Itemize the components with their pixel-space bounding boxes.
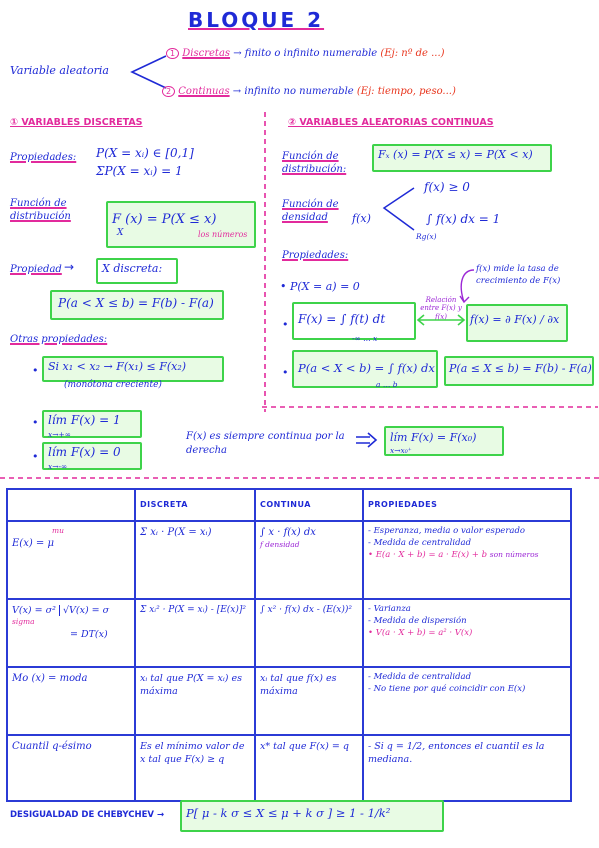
table-cell: Mo (x) = moda xyxy=(7,667,135,735)
interval-formula: P(a < X ≤ b) = F(b) - F(a) xyxy=(58,296,214,310)
table-cell xyxy=(363,521,571,599)
continuas-label: Continuas xyxy=(178,86,230,97)
vertical-divider xyxy=(262,112,268,412)
table-row xyxy=(7,521,571,599)
table-cell xyxy=(363,667,571,735)
prop-line: - Medida de centralidad xyxy=(368,672,472,682)
otras-propiedades-label: Otras propiedades: xyxy=(10,334,108,345)
relation-label: Relación entre F(x) y f(x) xyxy=(420,296,462,321)
chebyshev-formula: P[ μ - k σ ≤ X ≤ μ + k σ ] ≥ 1 - 1/k² xyxy=(186,806,391,820)
densidad-label: Función de densidad xyxy=(282,199,339,223)
item-number: 2 xyxy=(162,86,175,97)
continuas-desc: → infinito no numerable xyxy=(232,86,354,97)
bullet: • xyxy=(282,318,289,331)
prop-probability-range: P(X = xᵢ) ∈ [0,1] xyxy=(96,146,194,160)
horizontal-divider-upper xyxy=(262,404,598,410)
row-name: V(x) = σ² xyxy=(12,605,56,616)
prop-line: - No tiene por qué coincidir con E(x) xyxy=(368,683,526,694)
prop-line: • V(a · X + b) = a² · V(x) xyxy=(368,627,473,638)
table-header: CONTINUA xyxy=(255,489,363,521)
limit-plus-formula: lím F(x) = 1 xyxy=(48,413,121,427)
page-title: BLOQUE 2 xyxy=(188,8,325,32)
F-integral-formula: F(x) = ∫ f(t) dt xyxy=(298,312,386,326)
table-header-row xyxy=(7,489,571,521)
densidad-prop-integral: ∫ f(x) dx = 1 xyxy=(426,212,501,226)
table-cell: Cuantil q-ésimo xyxy=(7,735,135,801)
densidad-prop-positive: f(x) ≥ 0 xyxy=(424,180,470,194)
table-cell: Es el mínimo valor de x tal que F(x) ≥ q xyxy=(135,735,255,801)
continuas-heading: ② VARIABLES ALEATORIAS CONTINUAS xyxy=(288,117,494,128)
intro-item-continuas xyxy=(162,86,456,97)
intro-item-discretas xyxy=(166,48,445,59)
prop-line: - Esperanza, media o valor esperado xyxy=(368,526,526,536)
row-note: sigma xyxy=(12,617,35,627)
table-cell xyxy=(7,599,135,667)
table-row xyxy=(7,667,571,735)
f-derivative-formula: f(x) = ∂ F(x) / ∂x xyxy=(470,313,560,326)
table-cell xyxy=(255,521,363,599)
prop-formula: • E(a · X + b) = a · E(x) + b xyxy=(368,549,488,560)
distribution-note: los números xyxy=(198,230,248,239)
table-cell: x* tal que F(x) = q xyxy=(255,735,363,801)
limit-plus-sub: x→+∞ xyxy=(48,430,72,439)
right-continuity-text: F(x) es siempre continua por la derecha xyxy=(186,431,345,456)
rate-note: f(x) mide la tasa de crecimiento de F(x) xyxy=(476,264,561,286)
prop-line xyxy=(368,550,566,562)
row-name-3: = DT(x) xyxy=(70,628,108,640)
prop-sum-one: ΣP(X = xᵢ) = 1 xyxy=(96,164,183,178)
densidad-brace xyxy=(380,184,416,234)
double-arrow-icon xyxy=(356,432,378,448)
prop-line: - Medida de dispersión xyxy=(368,615,467,626)
bullet: • xyxy=(32,450,39,463)
discretas-heading: ① VARIABLES DISCRETAS xyxy=(10,117,143,128)
relation-arrow-icon xyxy=(414,314,468,326)
densidad-symbol: f(x) xyxy=(352,212,371,225)
prop-point-zero: • P(X = a) = 0 xyxy=(280,280,360,293)
discretas-example: (Ej: nº de ...) xyxy=(380,48,445,59)
rate-arrow-icon xyxy=(454,266,478,306)
table-cell xyxy=(7,521,135,599)
densidad-prop-integral-domain: Rg(x) xyxy=(416,232,437,241)
summary-table xyxy=(6,488,572,802)
continuas-props-label: Propiedades: xyxy=(282,250,349,261)
prop-line: - Medida de centralidad xyxy=(368,537,472,548)
horizontal-divider-lower xyxy=(0,475,599,481)
cell-note: f densidad xyxy=(260,540,300,549)
table-row xyxy=(7,735,571,801)
prop-line: - Varianza xyxy=(368,604,411,614)
discretas-desc: → finito o infinito numerable xyxy=(233,48,378,59)
table-header xyxy=(7,489,135,521)
limit-minus-sub: x→-∞ xyxy=(48,462,68,471)
table-cell: ∫ x² · f(x) dx - (E(x))² xyxy=(255,599,363,667)
chebyshev-label: DESIGUALDAD DE CHEBYCHEV → xyxy=(10,810,165,820)
interval-integral-limits: a … b xyxy=(376,380,398,389)
table-cell: Σ xᵢ² · P(X = xᵢ) - [E(x)]² xyxy=(135,599,255,667)
row-note: mu xyxy=(52,526,64,535)
monotone-note: (monótona creciente) xyxy=(64,380,162,390)
propiedades-label: Propiedades: xyxy=(10,152,77,163)
limit-minus-formula: lím F(x) = 0 xyxy=(48,445,121,459)
table-header: DISCRETA xyxy=(135,489,255,521)
item-number: 1 xyxy=(166,48,179,59)
closed-interval-formula: P(a ≤ X ≤ b) = F(b) - F(a) xyxy=(449,362,592,375)
cell-formula: ∫ x · f(x) dx xyxy=(260,527,316,538)
table-cell: - Si q = 1/2, entonces el cuantil es la mediana. xyxy=(363,735,571,801)
row-name: E(x) = μ xyxy=(12,537,54,549)
bullet: • xyxy=(32,364,39,377)
F-integral-limits: -∞ … x xyxy=(352,334,378,343)
distribution-subscript: X xyxy=(117,228,124,238)
right-continuity-sub: x→x₀⁺ xyxy=(390,446,412,455)
monotone-formula: Si x₁ < x₂ → F(x₁) ≤ F(x₂) xyxy=(48,360,187,373)
row-name-2: √V(x) = σ xyxy=(59,605,109,616)
continuas-dist-label: Función de distribución: xyxy=(282,151,347,175)
table-header: PROPIEDADES xyxy=(363,489,571,521)
table-cell: xᵢ tal que f(x) es máxima xyxy=(255,667,363,735)
prop-note: son números xyxy=(489,549,539,559)
continuas-dist-formula: Fₓ (x) = P(X ≤ x) = P(X < x) xyxy=(378,148,533,161)
bullet: • xyxy=(282,366,289,379)
right-continuity-formula: lím F(x) = F(x₀) xyxy=(390,431,477,444)
table-row xyxy=(7,599,571,667)
continuas-example: (Ej: tiempo, peso...) xyxy=(356,86,456,97)
discrete-condition: X discreta: xyxy=(102,262,163,275)
propiedad-arrow: → xyxy=(64,260,75,274)
variable-aleatoria-label: Variable aleatoria xyxy=(10,64,109,77)
discretas-label: Discretas xyxy=(182,48,231,59)
interval-integral-formula: P(a < X < b) = ∫ f(x) dx xyxy=(298,361,435,375)
table-cell: Σ xᵢ · P(X = xᵢ) xyxy=(135,521,255,599)
table-cell xyxy=(363,599,571,667)
bullet: • xyxy=(32,416,39,429)
table-cell: xᵢ tal que P(X = xᵢ) es máxima xyxy=(135,667,255,735)
distribution-formula: F (x) = P(X ≤ x) xyxy=(112,212,217,227)
funcion-distribucion-label: Función de distribución xyxy=(10,198,71,222)
propiedad-label: Propiedad xyxy=(10,264,62,275)
